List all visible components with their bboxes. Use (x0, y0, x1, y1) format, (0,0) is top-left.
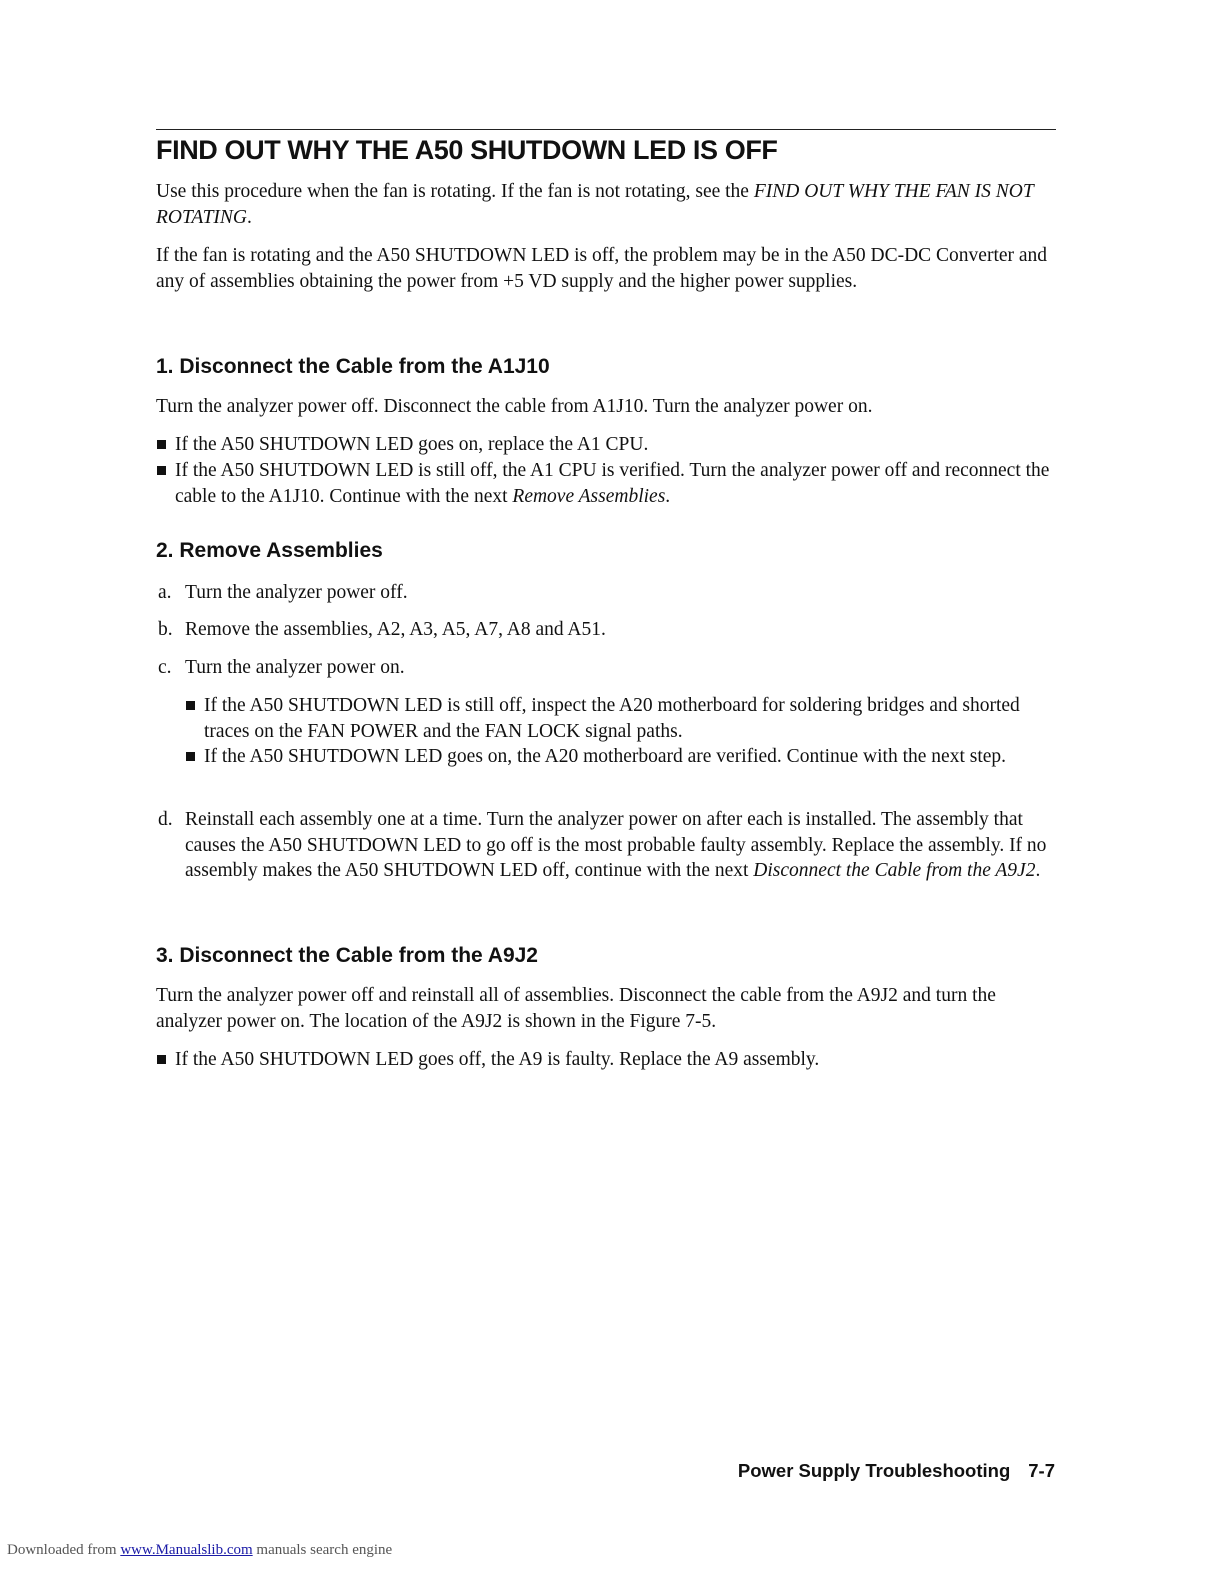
section-3-heading: 3. Disconnect the Cable from the A9J2 (156, 944, 538, 967)
step-b-label: b. (158, 619, 173, 640)
bullet-square-icon (157, 1055, 166, 1064)
step-d-end: . (1035, 860, 1041, 881)
step-c-label: c. (158, 657, 172, 678)
intro-text: Use this procedure when the fan is rotating. If the fan is not rotating, see the (156, 181, 754, 202)
step-c-sub-bullet-2: If the A50 SHUTDOWN LED goes on, the A20 motherboard are verified. Continue with the next step. (204, 746, 1007, 767)
step-c-sub-bullet-1: If the A50 SHUTDOWN LED is still off, inspect the A20 motherboard for soldering bridges and shorted traces on the FAN POWER and the FAN LOCK signal paths. (204, 695, 1020, 742)
step-c-text: Turn the analyzer power on. (185, 657, 405, 678)
bullet-2-end: . (665, 485, 671, 507)
intro-end: . (247, 206, 252, 228)
step-b-text: Remove the assemblies, A2, A3, A5, A7, A8 and A51. (185, 619, 606, 640)
bullet-square-icon (157, 440, 166, 449)
step-d-text (185, 807, 1060, 884)
bullet-square-icon (186, 752, 195, 761)
step-d-body: Reinstall each assembly one at a time. Turn the analyzer power on after each is installed. The assembly that causes the A50 SHUTDOWN LED to go off is the most probable faulty assembly. Replace the assembly. If no assembly makes the A50 SHUTDOWN LED off, continue with the next (185, 809, 1047, 881)
section-3-body: Turn the analyzer power off and reinstall all of assemblies. Disconnect the cable from the A9J2 and turn the analyzer power on. The location of the A9J2 is shown in the Figure 7-5. (156, 985, 996, 1032)
download-prefix: Downloaded from (7, 1542, 121, 1558)
section-3-bullet-1: If the A50 SHUTDOWN LED goes off, the A9 is faulty. Replace the A9 assembly. (175, 1049, 820, 1070)
intro-paragraph-1 (156, 179, 1056, 230)
step-a-text: Turn the analyzer power off. (185, 582, 408, 603)
bullet-2-reference: Remove Assemblies (512, 485, 666, 507)
section-1-bullet-2 (175, 458, 1055, 509)
title-rule (156, 129, 1056, 130)
step-d-label: d. (158, 809, 173, 830)
footer-page-number: 7-7 (1028, 1460, 1055, 1481)
section-1-body: Turn the analyzer power off. Disconnect the cable from A1J10. Turn the analyzer power on. (156, 396, 873, 417)
page-title: FIND OUT WHY THE A50 SHUTDOWN LED IS OFF (156, 135, 778, 165)
download-suffix: manuals search engine (252, 1542, 393, 1558)
section-1-bullet-1: If the A50 SHUTDOWN LED goes on, replace the A1 CPU. (175, 434, 649, 455)
step-d-reference: Disconnect the Cable from the A9J2 (753, 860, 1036, 881)
bullet-square-icon (186, 701, 195, 710)
footer-section-title: Power Supply Troubleshooting (737, 1460, 1011, 1481)
step-a-label: a. (158, 582, 172, 603)
bullet-square-icon (157, 466, 166, 475)
download-notice (7, 1542, 392, 1559)
section-2-heading: 2. Remove Assemblies (156, 539, 383, 562)
section-1-heading: 1. Disconnect the Cable from the A1J10 (156, 355, 550, 378)
manualslib-link[interactable]: www.Manualslib.com (120, 1542, 253, 1558)
intro-paragraph-2: If the fan is rotating and the A50 SHUTDOWN LED is off, the problem may be in the A50 DC-DC Converter and any of assemblies obtaining the power from +5 VD supply and the higher power supplies. (156, 245, 1048, 292)
page-footer (600, 1460, 1055, 1482)
intro-reference: FIND OUT WHY THE FAN IS NOT ROTATING (156, 181, 1034, 228)
bullet-2-text: If the A50 SHUTDOWN LED is still off, the A1 CPU is verified. Turn the analyzer power off and reconnect the cable to the A1J10. Continue with the next (175, 460, 1050, 507)
